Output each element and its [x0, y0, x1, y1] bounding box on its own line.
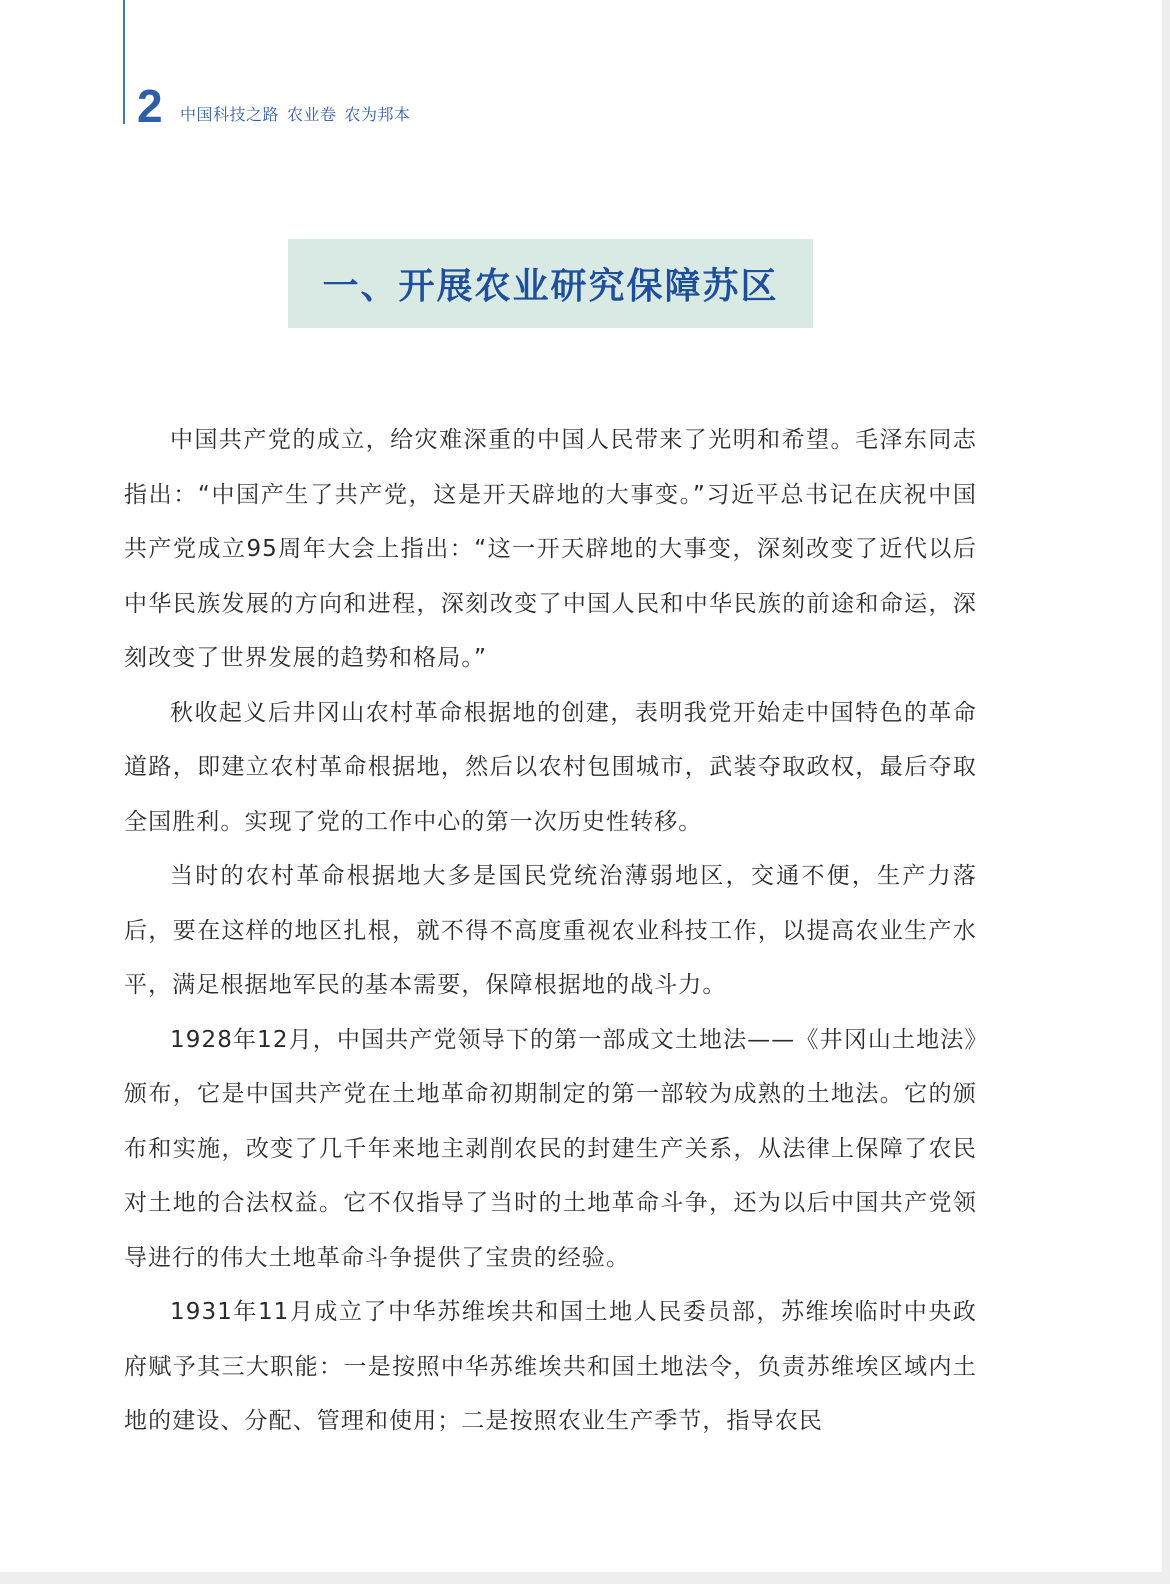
paragraph: 当时的农村革命根据地大多是国民党统治薄弱地区，交通不便，生产力落后，要在这样的地区扎根，就不得不高度重视农业科技工作，以提高农业生产水平，满足根据地军民的基本需要，保障根据地的战斗力。: [124, 863, 977, 998]
header-vertical-rule: [123, 0, 125, 124]
section-title: 一、开展农业研究保障苏区: [322, 265, 779, 307]
page-edge-shadow: [0, 1572, 1170, 1584]
paragraph: 1931年11月成立了中华苏维埃共和国土地人民委员部，苏维埃临时中央政府赋予其三大职能：一是按照中华苏维埃共和国土地法令，负责苏维埃区域内土地的建设、分配、管理和使用；二是按照农业生产季节，指导农民: [124, 1299, 977, 1434]
running-head: [180, 104, 419, 126]
running-head-book-title: 中国科技之路: [180, 105, 280, 124]
paragraph: 中国共产党的成立，给灾难深重的中国人民带来了光明和希望。毛泽东同志指出：“中国产生了共产党，这是开天辟地的大事变。”习近平总书记在庆祝中国共产党成立95周年大会上指出：“这一开天辟地的大事变，深刻改变了近代以后中华民族发展的方向和进程，深刻改变了中国人民和中华民族的前途和命运，深刻改变了世界发展的趋势和格局。”: [124, 427, 977, 671]
running-head-subtitle: 农为邦本: [344, 105, 411, 124]
body-text: [124, 413, 977, 1449]
section-title-banner: [288, 239, 813, 328]
paragraph: 秋收起义后井冈山农村革命根据地的创建，表明我党开始走中国特色的革命道路，即建立农村革命根据地，然后以农村包围城市，武装夺取政权，最后夺取全国胜利。实现了党的工作中心的第一次历史性转移。: [124, 699, 977, 835]
running-head-volume: 农业卷: [287, 105, 337, 124]
page-edge-shadow: [1162, 0, 1170, 1584]
page-number: 2: [137, 80, 163, 132]
paragraph: 1928年12月，中国共产党领导下的第一部成文土地法——《井冈山土地法》颁布，它是中国共产党在土地革命初期制定的第一部较为成熟的土地法。它的颁布和实施，改变了几千年来地主剥削农民的封建生产关系，从法律上保障了农民对土地的合法权益。它不仅指导了当时的土地革命斗争，还为以后中国共产党领导进行的伟大土地革命斗争提供了宝贵的经验。: [124, 1026, 977, 1271]
